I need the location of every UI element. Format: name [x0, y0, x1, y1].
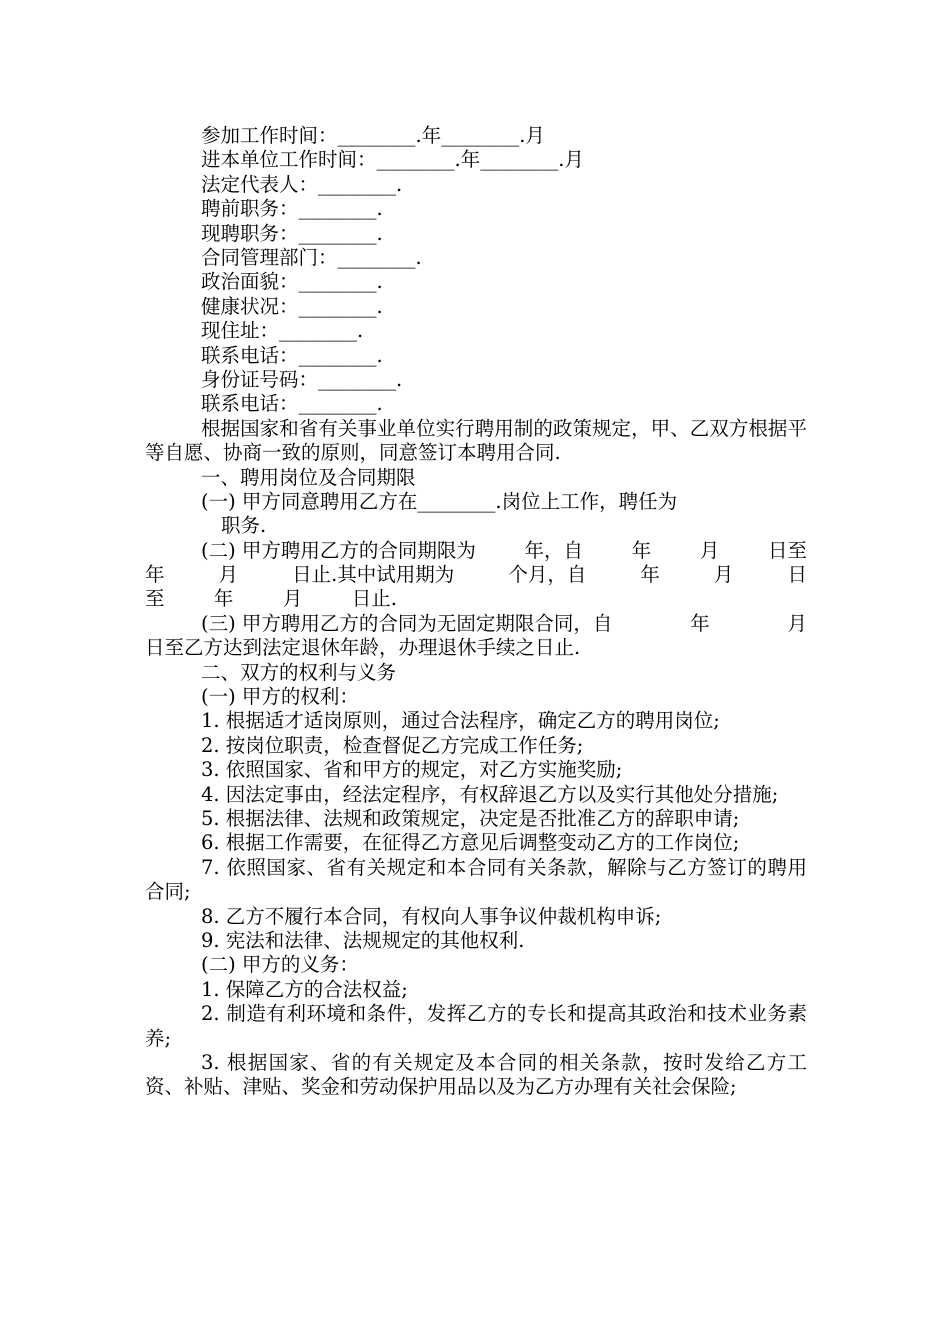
text-segment: 日	[787, 563, 807, 587]
text-segment: 月	[699, 538, 720, 562]
section1-item1-line2: 职务.	[221, 514, 267, 538]
text-segment: 至	[145, 587, 165, 611]
text-segment: 月	[218, 563, 239, 587]
right-item-1: 1. 根据适才适岗原则，通过合法程序，确定乙方的聘用岗位;	[201, 709, 720, 733]
right-item-6: 6. 根据工作需要，在征得乙方意见后调整变动乙方的工作岗位;	[201, 831, 740, 855]
section2-sub1-title: (一) 甲方的权利：	[201, 685, 359, 709]
text-segment: 日止.	[351, 587, 397, 611]
section1-item1-line1: (一) 甲方同意聘用乙方在________.岗位上工作，聘任为	[201, 489, 678, 513]
right-item-5: 5. 根据法律、法规和政策规定，决定是否批准乙方的辞职申请;	[201, 806, 740, 830]
text-segment: 年	[690, 611, 710, 635]
field-work-start: 参加工作时间：________.年________.月	[201, 124, 545, 147]
duty-item-1: 1. 保障乙方的合法权益;	[201, 977, 408, 1001]
field-contract-dept: 合同管理部门：________.	[201, 245, 422, 269]
right-item-7: 7. 依照国家、省有关规定和本合同有关条款，解除与乙方签订的聘用合同;	[145, 855, 807, 904]
field-unit-start: 进本单位工作时间：________.年________.月	[201, 148, 584, 172]
field-phone: 联系电话：________.	[201, 343, 383, 367]
right-item-2: 2. 按岗位职责，检查督促乙方完成工作任务;	[201, 733, 584, 757]
text-segment: (二) 甲方聘用乙方的合同期限为	[201, 538, 476, 562]
text-segment: 个月，自	[508, 563, 587, 587]
text-segment: 日止.其中试用期为	[292, 563, 455, 587]
text-segment: 年	[213, 587, 234, 611]
duty-item-3: 3. 根据国家、省的有关规定及本合同的相关条款，按时发给乙方工资、补贴、津贴、奖金和劳动保护用品以及为乙方办理有关社会保险;	[145, 1050, 807, 1099]
section2-title: 二、双方的权利与义务	[201, 660, 397, 684]
field-current-position: 现聘职务：________.	[201, 221, 383, 245]
text-segment: 年	[631, 538, 652, 562]
field-health: 健康状况：________.	[201, 294, 383, 318]
text-segment: 年，自	[524, 538, 584, 562]
field-political-status: 政治面貌：________.	[201, 270, 383, 294]
contract-page	[145, 124, 807, 1100]
text-segment: 日至	[767, 538, 807, 562]
section1-item2-line3	[145, 587, 397, 611]
field-phone-2: 联系电话：________.	[201, 392, 383, 416]
right-item-4: 4. 因法定事由，经法定程序，有权辞退乙方以及实行其他处分措施;	[201, 782, 779, 806]
right-item-8: 8. 乙方不履行本合同，有权向人事争议仲裁机构申诉;	[201, 904, 662, 928]
field-id-number: 身份证号码：________.	[201, 367, 403, 391]
text-segment: 年	[145, 563, 165, 587]
right-item-3: 3. 依照国家、省和甲方的规定，对乙方实施奖励;	[201, 758, 623, 782]
section1-item3-line1	[145, 612, 807, 636]
section1-title: 一、聘用岗位及合同期限	[201, 465, 416, 489]
text-segment: 月	[282, 587, 303, 611]
section1-item3-line2: 日至乙方达到法定退休年龄，办理退休手续之日止.	[145, 636, 581, 660]
text-segment: 月	[787, 611, 807, 635]
duty-item-2: 2. 制造有利环境和条件，发挥乙方的专长和提高其政治和技术业务素养;	[145, 1002, 807, 1050]
text-segment: 年	[640, 563, 660, 587]
section2-sub2-title: (二) 甲方的义务：	[201, 953, 359, 977]
right-item-9: 9. 宪法和法律、法规规定的其他权利.	[201, 929, 525, 952]
text-segment: 月	[713, 563, 734, 587]
text-segment: (三) 甲方聘用乙方的合同为无固定期限合同，自	[201, 611, 613, 635]
field-legal-rep: 法定代表人：________.	[201, 172, 403, 196]
field-prior-position: 聘前职务：________.	[201, 197, 383, 221]
section1-item2-line1	[145, 539, 807, 563]
intro-paragraph: 根据国家和省有关事业单位实行聘用制的政策规定，甲、乙双方根据平等自愿、协商一致的原则，同意签订本聘用合同.	[145, 416, 807, 465]
field-address: 现住址：________.	[201, 319, 364, 343]
section1-item2-line2	[145, 563, 807, 587]
